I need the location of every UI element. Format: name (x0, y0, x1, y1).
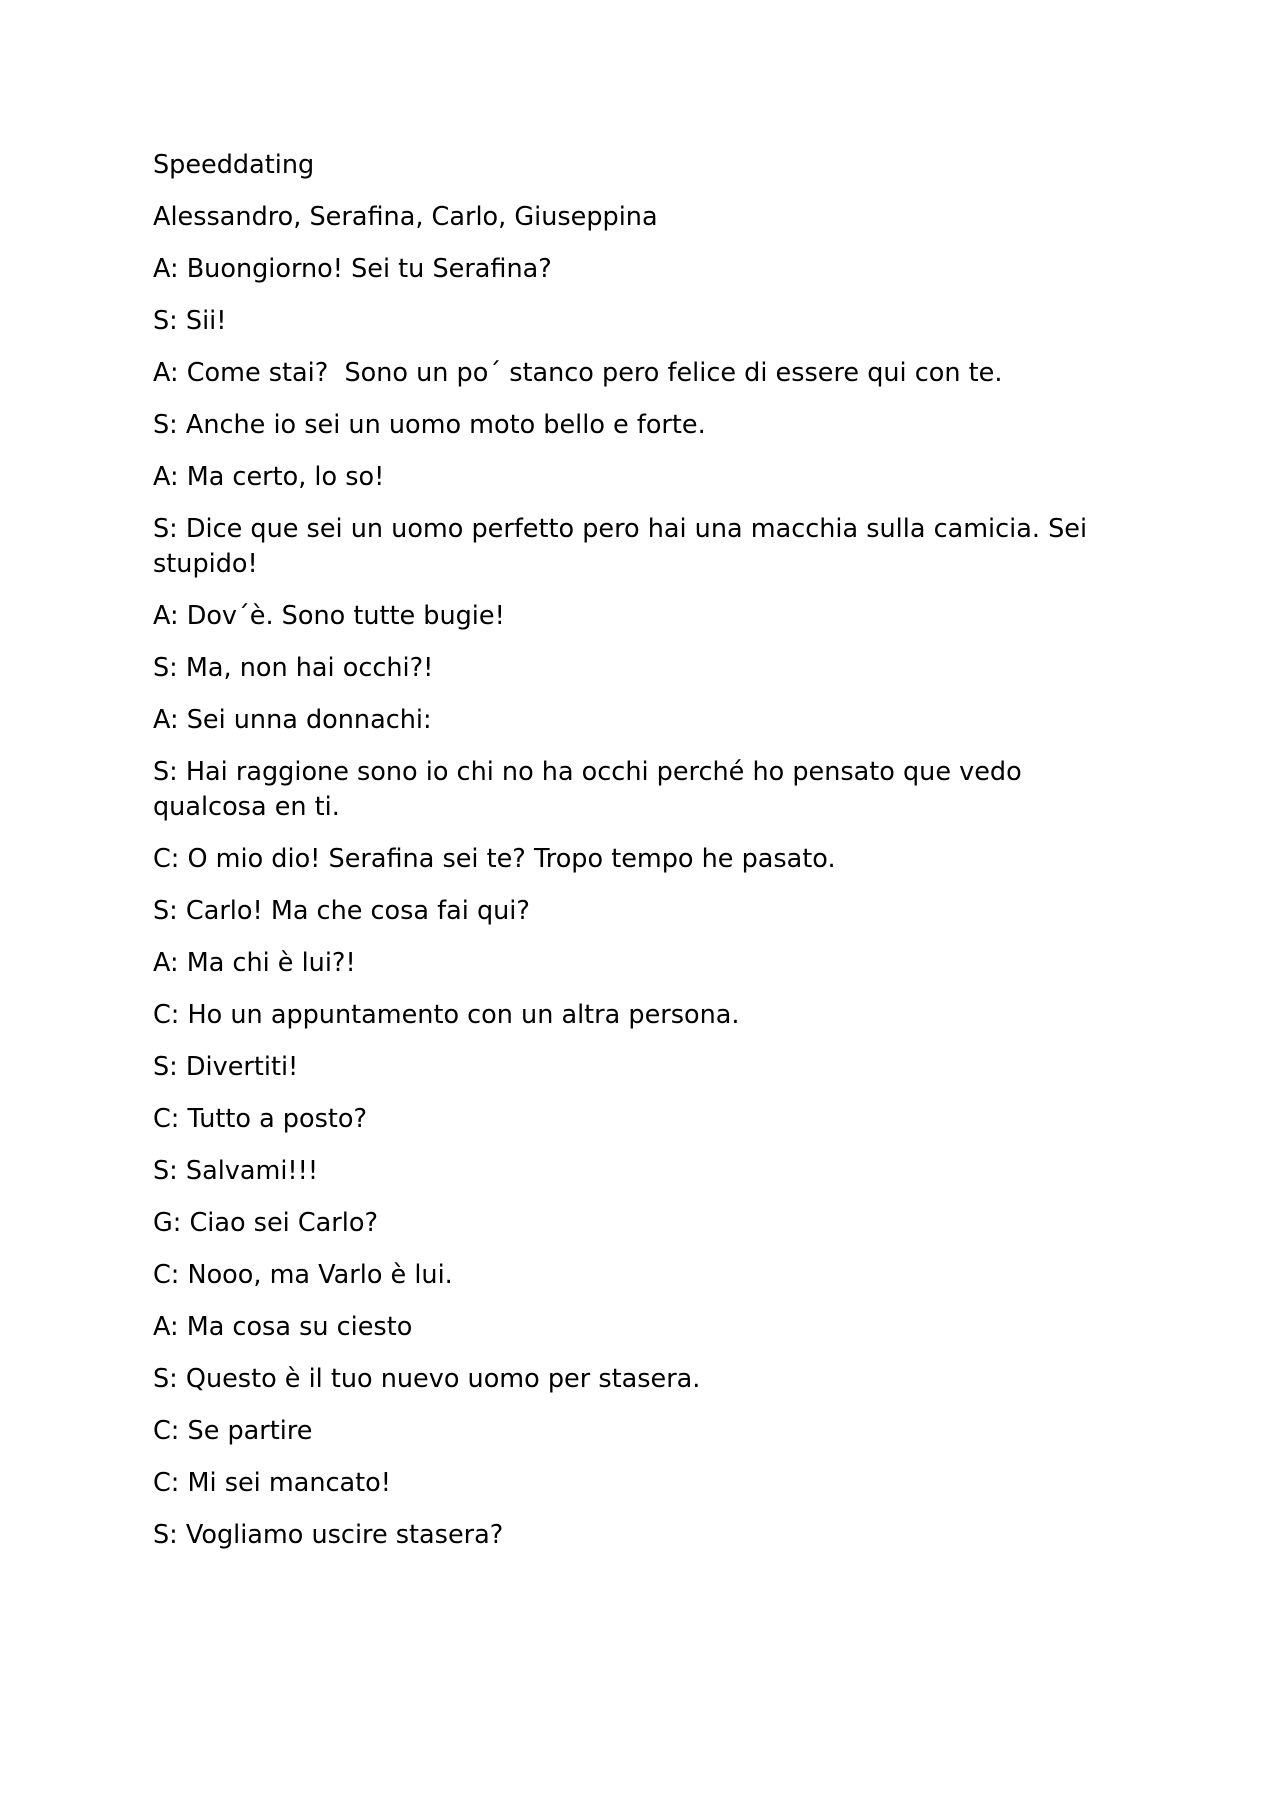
dialogue-line: S: Questo è il tuo nuevo uomo per stasera. (153, 1364, 701, 1394)
dialogue-line: A: Ma certo, lo so! (153, 462, 385, 492)
dialogue-line: C: Mi sei mancato! (153, 1468, 391, 1498)
dialogue-line: C: Ho un appuntamento con un altra persona. (153, 1000, 740, 1030)
dialogue-line: A: Sei unna donnachi: (153, 705, 432, 735)
document-body (153, 148, 1123, 1570)
dialogue-line: S: Dice que sei un uomo perfetto pero hai una macchia sulla camicia. Sei stupido! (153, 514, 1096, 579)
dialogue-line: S: Vogliamo uscire stasera? (153, 1520, 504, 1550)
dialogue-line: C: Nooo, ma Varlo è lui. (153, 1260, 453, 1290)
dialogue-line: C: Tutto a posto? (153, 1104, 368, 1134)
dialogue-line: S: Divertiti! (153, 1052, 299, 1082)
dialogue-line: G: Ciao sei Carlo? (153, 1208, 378, 1238)
dialogue-line: A: Buongiorno! Sei tu Serafina? (153, 254, 552, 284)
dialogue-line: S: Anche io sei un uomo moto bello e forte. (153, 410, 706, 440)
dialogue-line: S: Hai raggione sono io chi no ha occhi perché ho pensato que vedo qualcosa en ti. (153, 757, 1030, 822)
dialogue-line: S: Ma, non hai occhi?! (153, 653, 434, 683)
character-list: Alessandro, Serafina, Carlo, Giuseppina (153, 202, 658, 232)
dialogue-line: A: Dov´è. Sono tutte bugie! (153, 601, 505, 631)
dialogue-line: S: Sii! (153, 306, 227, 336)
dialogue-line: C: O mio dio! Serafina sei te? Tropo tempo he pasato. (153, 844, 836, 874)
dialogue-line: A: Ma cosa su ciesto (153, 1312, 413, 1342)
dialogue-line: S: Carlo! Ma che cosa fai qui? (153, 896, 530, 926)
dialogue-line: A: Come stai? Sono un po´ stanco pero felice di essere qui con te. (153, 358, 1003, 388)
dialogue-line: S: Salvami!!! (153, 1156, 319, 1186)
document-title: Speeddating (153, 150, 315, 180)
dialogue-line: C: Se partire (153, 1416, 313, 1446)
dialogue-line: A: Ma chi è lui?! (153, 948, 356, 978)
